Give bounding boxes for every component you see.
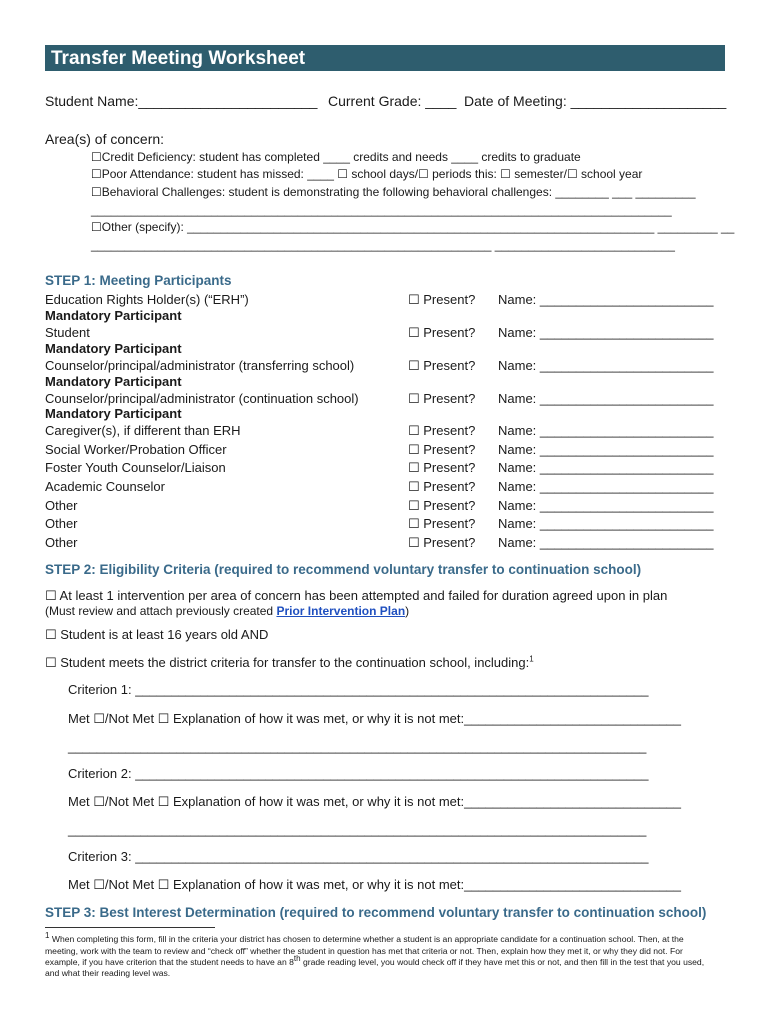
intervention-note	[45, 604, 409, 618]
behavioral-challenges-option[interactable]: ☐Behavioral Challenges: student is demonstrating the following behavioral challenges: ________ ___ _________	[91, 185, 696, 199]
intervention-note-close: )	[405, 604, 410, 618]
participant-name-field[interactable]: Name: ________________________	[498, 479, 714, 494]
participant-name-field[interactable]: Name: ________________________	[498, 535, 714, 550]
footnote-line: and what their reading level was.	[45, 968, 171, 978]
page-title: Transfer Meeting Worksheet	[45, 45, 725, 71]
concern-label: Area(s) of concern:	[45, 131, 165, 147]
met-not-met-line[interactable]: Met ☐/Not Met ☐ Explanation of how it was met, or why it is not met:______________________________	[68, 711, 682, 726]
mandatory-label: Mandatory Participant	[45, 308, 182, 323]
participant-name-field[interactable]: Name: ________________________	[498, 292, 714, 307]
present-checkbox[interactable]: ☐ Present?	[408, 498, 476, 513]
footnote-line	[45, 931, 684, 945]
footnote-text: example, if you have criterion that the student needs to have an 8	[45, 957, 294, 967]
participant-label: Counselor/principal/administrator (transferring school)	[45, 358, 355, 373]
step1-heading: STEP 1: Meeting Participants	[45, 273, 232, 288]
participant-label: Academic Counselor	[45, 479, 165, 494]
other-blank-line[interactable]: ____________________________________________________________ ___________________________	[91, 238, 675, 252]
footnote-mark: 1	[45, 931, 50, 941]
present-checkbox[interactable]: ☐ Present?	[408, 516, 476, 531]
present-checkbox[interactable]: ☐ Present?	[408, 479, 476, 494]
mandatory-label: Mandatory Participant	[45, 406, 182, 421]
participant-name-field[interactable]: Name: ________________________	[498, 516, 714, 531]
footnote-divider	[45, 927, 215, 928]
credit-deficiency-option[interactable]: ☐Credit Deficiency: student has completed ____ credits and needs ____ credits to graduate	[91, 150, 581, 164]
footnote-text: grade reading level, you would check off if they have met this or not, and then fill in the test that you used,	[300, 957, 705, 967]
participant-label: Education Rights Holder(s) (“ERH”)	[45, 292, 249, 307]
intervention-checkbox[interactable]: ☐ At least 1 intervention per area of concern has been attempted and failed for duration agreed upon in plan	[45, 588, 668, 603]
present-checkbox[interactable]: ☐ Present?	[408, 535, 476, 550]
criterion-3-field[interactable]: Criterion 3: _______________________________________________________________________	[68, 849, 649, 864]
behavioral-blank-line[interactable]: _______________________________________________________________________________________	[91, 203, 672, 217]
prior-intervention-plan-link[interactable]: Prior Intervention Plan	[276, 604, 406, 618]
participant-name-field[interactable]: Name: ________________________	[498, 423, 714, 438]
participant-name-field[interactable]: Name: ________________________	[498, 498, 714, 513]
present-checkbox[interactable]: ☐ Present?	[408, 423, 476, 438]
other-concern-option[interactable]: ☐Other (specify): ______________________________________________________________________ _________ __	[91, 220, 735, 234]
footnote-ref: 1	[529, 654, 534, 664]
footnote-line	[45, 954, 705, 968]
age-checkbox[interactable]: ☐ Student is at least 16 years old AND	[45, 627, 269, 642]
intervention-note-text: (Must review and attach previously created	[45, 604, 277, 618]
present-checkbox[interactable]: ☐ Present?	[408, 442, 476, 457]
met-not-met-line[interactable]: Met ☐/Not Met ☐ Explanation of how it was met, or why it is not met:______________________________	[68, 794, 682, 809]
participant-name-field[interactable]: Name: ________________________	[498, 325, 714, 340]
district-criteria-text: ☐ Student meets the district criteria for transfer to the continuation school, including:	[45, 655, 530, 670]
present-checkbox[interactable]: ☐ Present?	[408, 460, 476, 475]
participant-label: Foster Youth Counselor/Liaison	[45, 460, 226, 475]
participant-name-field[interactable]: Name: ________________________	[498, 460, 714, 475]
footnote-text: When completing this form, fill in the criteria your district has chosen to determine whether a student is an appropriate candidate for a continuation school. Then, at the	[51, 934, 684, 944]
participant-label: Caregiver(s), if different than ERH	[45, 423, 241, 438]
mandatory-label: Mandatory Participant	[45, 341, 182, 356]
date-of-meeting-field[interactable]: Date of Meeting: ____________________	[464, 93, 727, 109]
present-checkbox[interactable]: ☐ Present?	[408, 358, 476, 373]
participant-label: Other	[45, 516, 78, 531]
criterion-2-field[interactable]: Criterion 2: _______________________________________________________________________	[68, 766, 649, 781]
participant-label: Other	[45, 535, 78, 550]
step3-heading: STEP 3: Best Interest Determination (required to recommend voluntary transfer to continuation school)	[45, 905, 707, 920]
present-checkbox[interactable]: ☐ Present?	[408, 391, 476, 406]
footnote-line: meeting, work with the team to review and “check off” whether the student in question has met that criteria or not. Then, explain how they met it, or why they did not. For	[45, 946, 683, 956]
participant-name-field[interactable]: Name: ________________________	[498, 442, 714, 457]
participant-label: Counselor/principal/administrator (continuation school)	[45, 391, 359, 406]
student-name-field[interactable]: Student Name:_______________________	[45, 93, 318, 109]
criterion-1-field[interactable]: Criterion 1: _______________________________________________________________________	[68, 682, 649, 697]
mandatory-label: Mandatory Participant	[45, 374, 182, 389]
met-not-met-line[interactable]: Met ☐/Not Met ☐ Explanation of how it was met, or why it is not met:______________________________	[68, 877, 682, 892]
poor-attendance-option[interactable]: ☐Poor Attendance: student has missed: ____ ☐ school days/☐ periods this: ☐ semester/☐ school year	[91, 167, 643, 181]
explanation-blank-line[interactable]: ________________________________________________________________________________	[68, 739, 647, 754]
participant-name-field[interactable]: Name: ________________________	[498, 358, 714, 373]
explanation-blank-line[interactable]: ________________________________________________________________________________	[68, 822, 647, 837]
step2-heading: STEP 2: Eligibility Criteria (required to recommend voluntary transfer to continuation school)	[45, 562, 642, 577]
participant-label: Social Worker/Probation Officer	[45, 442, 227, 457]
present-checkbox[interactable]: ☐ Present?	[408, 325, 476, 340]
participant-label: Other	[45, 498, 78, 513]
footnote-superscript: th	[293, 954, 301, 964]
participant-name-field[interactable]: Name: ________________________	[498, 391, 714, 406]
present-checkbox[interactable]: ☐ Present?	[408, 292, 476, 307]
participant-label: Student	[45, 325, 90, 340]
current-grade-field[interactable]: Current Grade: ____	[328, 93, 457, 109]
district-criteria-checkbox[interactable]	[45, 655, 534, 670]
